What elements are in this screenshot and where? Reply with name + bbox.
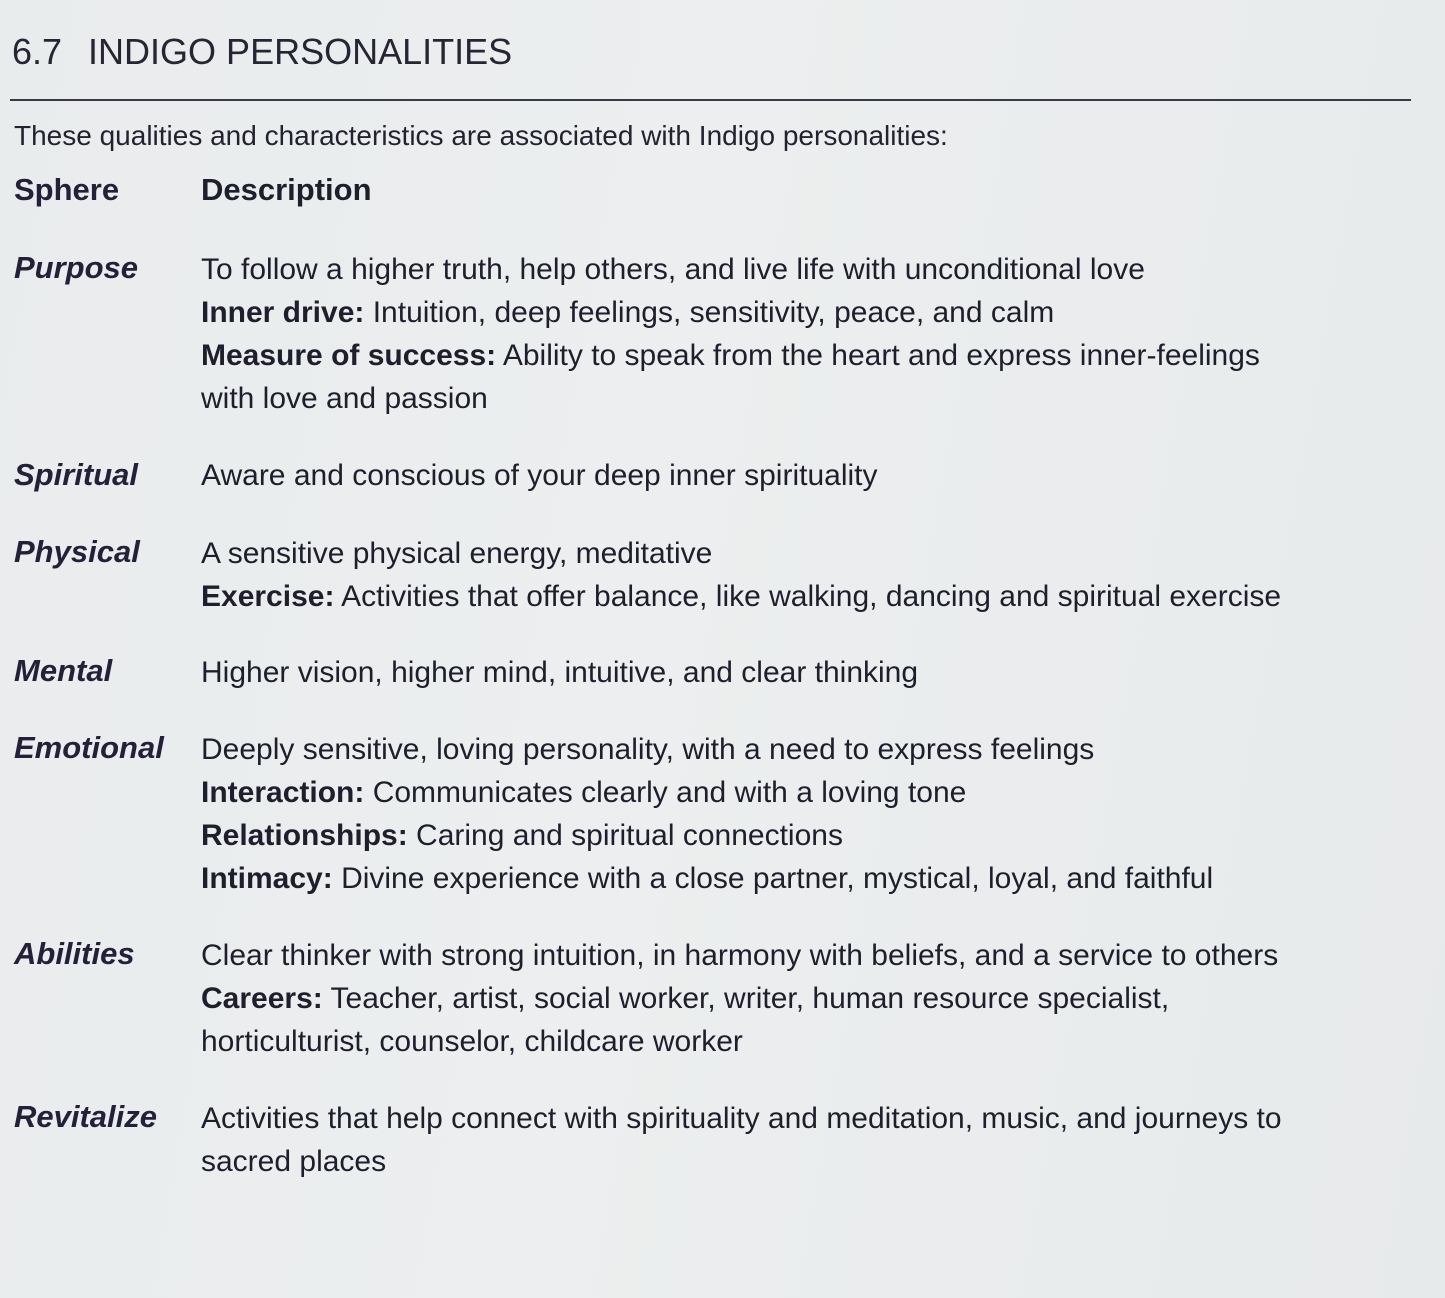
description-line — [201, 575, 1416, 618]
description-line — [201, 934, 1416, 977]
description-cell — [201, 248, 1416, 420]
description-line — [201, 771, 1416, 814]
description-sublabel: Measure of success: — [201, 339, 497, 372]
description-line — [201, 977, 1416, 1020]
description-text: Ability to speak from the heart and express inner-feelings — [502, 339, 1260, 372]
description-cell — [201, 1097, 1416, 1183]
description-sublabel: Intimacy: — [201, 862, 333, 895]
description-text: Divine experience with a close partner, mystical, loyal, and faithful — [341, 862, 1214, 895]
description-line — [201, 248, 1416, 291]
description-text: Caring and spiritual connections — [416, 819, 843, 852]
description-text: with love and passion — [201, 382, 488, 415]
description-line — [201, 651, 1416, 694]
description-text: Clear thinker with strong intuition, in harmony with beliefs, and a service to others — [201, 939, 1279, 972]
description-text: Activities that help connect with spirituality and meditation, music, and journeys to — [201, 1102, 1282, 1135]
sphere-label: Emotional — [14, 730, 164, 765]
sphere-label: Abilities — [14, 936, 135, 971]
intro-text: These qualities and characteristics are associated with Indigo personalities: — [14, 120, 948, 151]
description-sublabel: Exercise: — [201, 580, 335, 613]
description-line — [201, 291, 1416, 334]
description-text: horticulturist, counselor, childcare worker — [201, 1025, 743, 1058]
sphere-label: Purpose — [14, 250, 139, 285]
description-line — [201, 857, 1416, 900]
description-text: Activities that offer balance, like walking, dancing and spiritual exercise — [341, 580, 1282, 613]
section-title: INDIGO PERSONALITIES — [88, 31, 513, 72]
description-sublabel: Interaction: — [201, 776, 365, 809]
description-line — [201, 532, 1416, 575]
description-line — [201, 377, 1416, 420]
description-text: To follow a higher truth, help others, and live life with unconditional love — [201, 253, 1145, 286]
description-text: Deeply sensitive, loving personality, with a need to express feelings — [201, 733, 1095, 766]
section-number: 6.7 — [12, 31, 63, 72]
description-cell — [201, 651, 1416, 694]
description-column-header: Description — [201, 172, 372, 207]
description-line — [201, 1097, 1416, 1140]
section-heading — [12, 30, 512, 74]
description-text: Aware and conscious of your deep inner spirituality — [201, 459, 878, 492]
heading-divider — [10, 99, 1411, 101]
description-line — [201, 1140, 1416, 1183]
description-line — [201, 814, 1416, 857]
sphere-column-header: Sphere — [14, 172, 120, 207]
description-line — [201, 334, 1416, 377]
description-text: Higher vision, higher mind, intuitive, and clear thinking — [201, 656, 919, 689]
description-line — [201, 1020, 1416, 1063]
description-line — [201, 728, 1416, 771]
description-text: Teacher, artist, social worker, writer, human resource specialist, — [330, 982, 1170, 1015]
sphere-label: Physical — [14, 534, 140, 569]
description-cell — [201, 934, 1416, 1063]
sphere-label: Spiritual — [14, 457, 139, 492]
description-cell — [201, 454, 1416, 497]
description-text: Communicates clearly and with a loving tone — [372, 776, 967, 809]
description-sublabel: Relationships: — [201, 819, 408, 852]
description-cell — [201, 532, 1416, 618]
description-text: A sensitive physical energy, meditative — [201, 537, 713, 570]
description-text: sacred places — [201, 1145, 387, 1178]
description-cell — [201, 728, 1416, 900]
sphere-label: Revitalize — [14, 1099, 158, 1134]
description-sublabel: Careers: — [201, 982, 323, 1015]
sphere-label: Mental — [14, 653, 113, 688]
description-line — [201, 454, 1416, 497]
description-sublabel: Inner drive: — [201, 296, 365, 329]
description-text: Intuition, deep feelings, sensitivity, peace, and calm — [372, 296, 1055, 329]
